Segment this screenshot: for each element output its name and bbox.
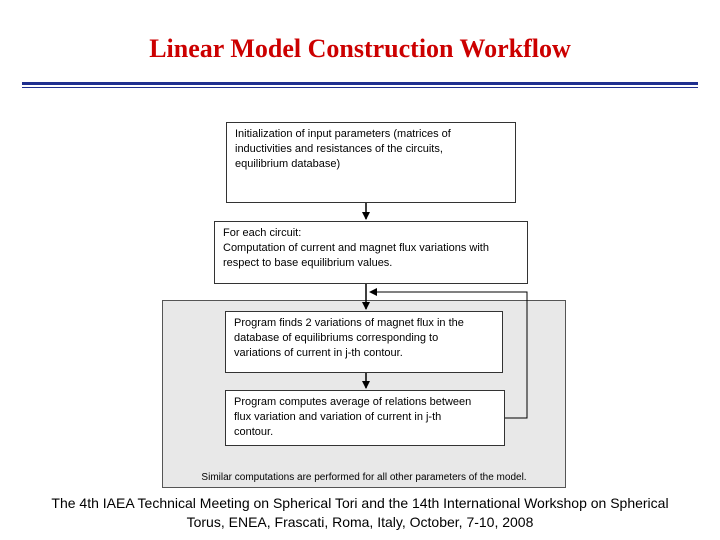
loop-note: Similar computations are performed for all other parameters of the model. bbox=[201, 472, 527, 483]
step-find-variations-box: Program finds 2 variations of magnet flux in the database of equilibriums corresponding to variations of current in j-th contour. bbox=[225, 311, 503, 373]
loop-back-arrow bbox=[370, 292, 527, 418]
slide-title: Linear Model Construction Workflow bbox=[149, 34, 571, 63]
step-compute-average-box: Program computes average of relations between flux variation and variation of current in j-th contour. bbox=[225, 390, 505, 446]
step-circuit-box: For each circuit: Computation of current and magnet flux variations with respect to base equilibrium values. bbox=[214, 221, 528, 284]
step-initialization-box: Initialization of input parameters (matrices of inductivities and resistances of the circuits, equilibrium database) bbox=[226, 122, 516, 203]
slide-footer: The 4th IAEA Technical Meeting on Spherical Tori and the 14th International Workshop on Spherical Torus, ENEA, Frascati, Roma, Italy, October, 7-10, 2008 bbox=[51, 495, 669, 530]
